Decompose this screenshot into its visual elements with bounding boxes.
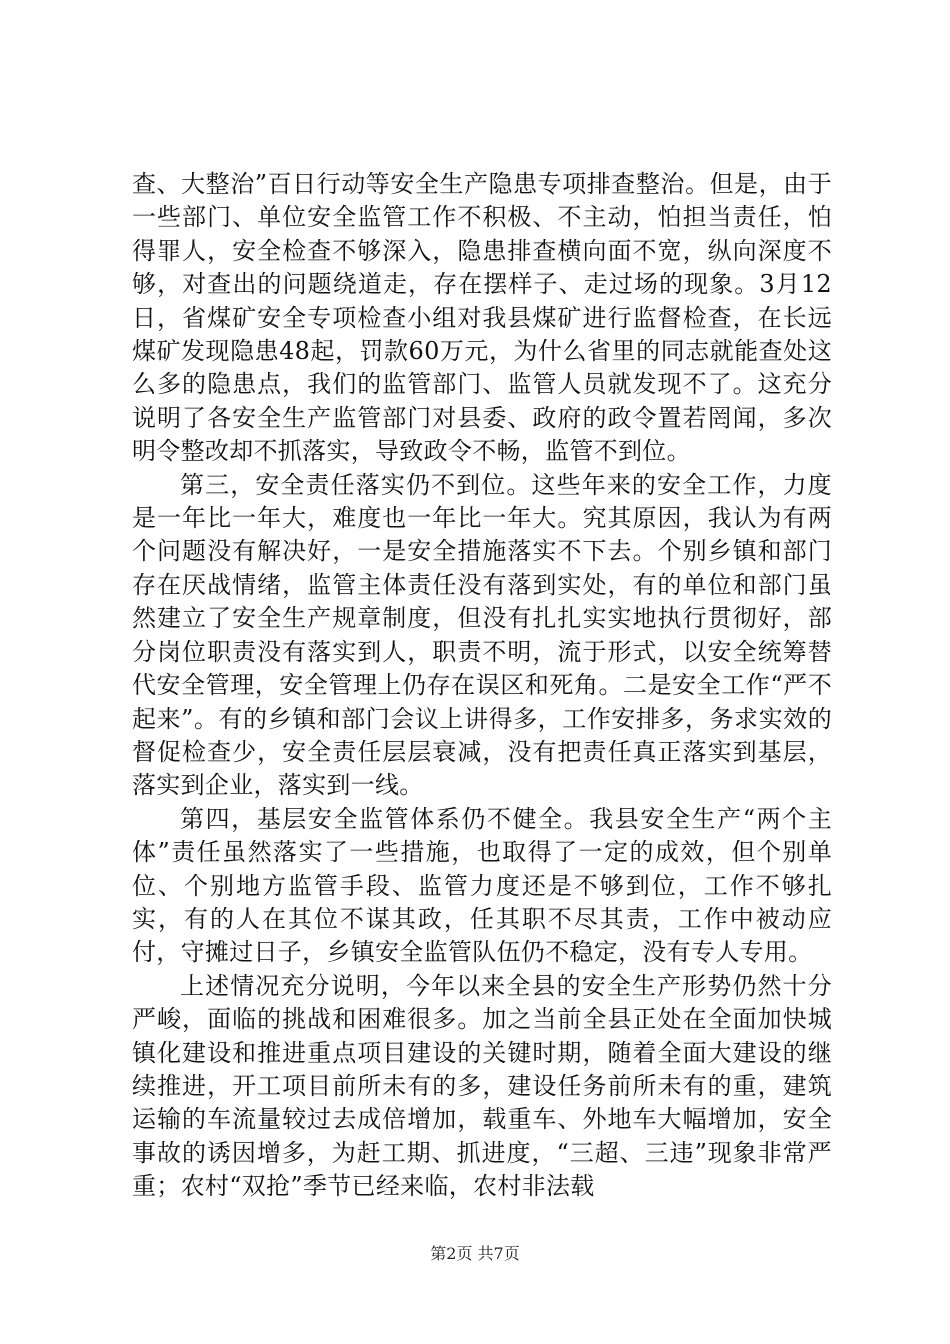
paragraph-continuation: 查、大整治”百日行动等安全生产隐患专项排查整治。但是，由于一些部门、单位安全监管工作不积极、不主动，怕担当责任，怕得罪人，安全检查不够深入，隐患排查横向面不宽，纵向深度不够，对查出的问题绕道走，存在摆样子、走过场的现象。3月12日，省煤矿安全专项检查小组对我县煤矿进行监督检查，在长远煤矿发现隐患48起，罚款60万元，为什么省里的同志就能查处这么多的隐患点，我们的监管部门、监管人员就发现不了。这充分说明了各安全生产监管部门对县委、政府的政令置若罔闻，多次明令整改却不抓落实，导致政令不畅，监管不到位。 bbox=[132, 170, 832, 466]
paragraph-third-point: 第三，安全责任落实仍不到位。这些年来的安全工作，力度是一年比一年大，难度也一年比一年大。究其原因，我认为有两个问题没有解决好，一是安全措施落实不下去。个别乡镇和部门存在厌战情绪，监管主体责任没有落到实处，有的单位和部门虽然建立了安全生产规章制度，但没有扎扎实实地执行贯彻好，部分岗位职责没有落实到人，职责不明，流于形式，以安全统筹替代安全管理，安全管理上仍存在误区和死角。二是安全工作“严不起来”。有的乡镇和部门会议上讲得多，工作安排多，务求实效的督促检查少，安全责任层层衰减，没有把责任真正落实到基层，落实到企业，落实到一线。 bbox=[132, 470, 832, 800]
paragraph-fourth-point: 第四，基层安全监管体系仍不健全。我县安全生产“两个主体”责任虽然落实了一些措施，也取得了一定的成效，但个别单位、个别地方监管手段、监管力度还是不够到位，工作不够扎实，有的人在其位不谋其政，任其职不尽其责，工作中被动应付，守摊过日子，乡镇安全监管队伍仍不稳定，没有专人专用。 bbox=[132, 804, 832, 967]
page-number-footer: 第2页 共7页 bbox=[430, 1244, 520, 1263]
paragraph-summary: 上述情况充分说明，今年以来全县的安全生产形势仍然十分严峻，面临的挑战和困难很多。加之当前全县正处在全面加快城镇化建设和推进重点项目建设的关键时期，随着全面大建设的继续推进，开工项目前所未有的多，建设任务前所未有的重，建筑运输的车流量较过去成倍增加，载重车、外地车大幅增加，安全事故的诱因增多，为赶工期、抓进度，“三超、三违”现象非常严重；农村“双抢”季节已经来临，农村非法载 bbox=[132, 971, 832, 1201]
document-body bbox=[132, 168, 832, 1204]
